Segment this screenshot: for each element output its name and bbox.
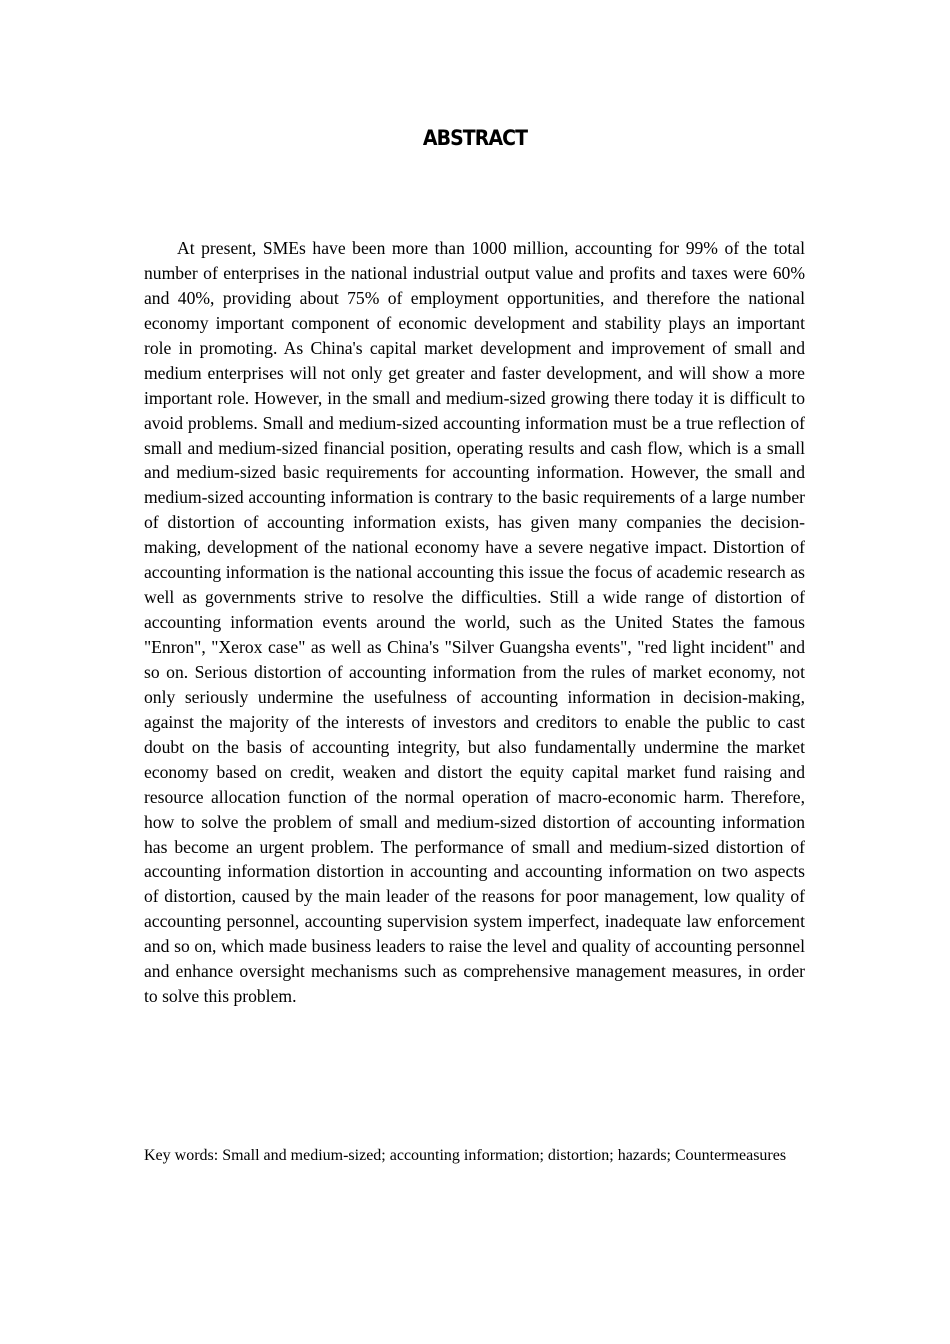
page-title: ABSTRACT — [422, 126, 528, 150]
keywords: Key words: Small and medium-sized; accounting information; distortion; hazards; Countermeasures — [144, 1147, 787, 1164]
abstract-body: At present, SMEs have been more than 1000 million, accounting for 99% of the total number of enterprises in the national industrial output value and profits and taxes were 60% and 40%, providing about 75% of employment opportunities, and therefore the national economy important component of economic development and stability plays an important role in promoting. As China's capital market development and improvement of small and medium enterprises will not only get greater and faster development, and will show a more important role. However, in the small and medium-sized growing there today it is difficult to avoid problems. Small and medium-sized accounting information must be a true reflection of small and medium-sized financial position, operating results and cash flow, which is a small and medium-sized basic requirements for accounting information. However, the small and medium-sized accounting information is contrary to the basic requirements of a large number of distortion of accounting information exists, has given many companies the decision-making, development of the national economy have a severe negative impact. Distortion of accounting information is the national accounting this issue the focus of academic research as well as governments strive to resolve the difficulties. Still a wide range of distortion of accounting information events around the world, such as the United States the famous "Enron", "Xerox case" as well as China's "Silver Guangsha events", "red light incident" and so on. Serious distortion of accounting information from the rules of market economy, not only seriously undermine the usefulness of accounting information in decision-making, against the majority of the interests of investors and creditors to enable the public to cast doubt on the basis of accounting integrity, but also fundamentally undermine the market economy based on credit, weaken and distort the equity capital market fund raising and resource allocation function of the normal operation of macro-economic harm. Therefore, how to solve the problem of small and medium-sized distortion of accounting information has become an urgent problem. The performance of small and medium-sized distortion of accounting information distortion in accounting and accounting information on two aspects of distortion, caused by the main leader of the reasons for poor management, low quality of accounting personnel, accounting supervision system imperfect, inadequate law enforcement and so on, which made business leaders to raise the level and quality of accounting personnel and enhance oversight mechanisms such as comprehensive management measures, in order to solve this problem. — [144, 238, 805, 1007]
